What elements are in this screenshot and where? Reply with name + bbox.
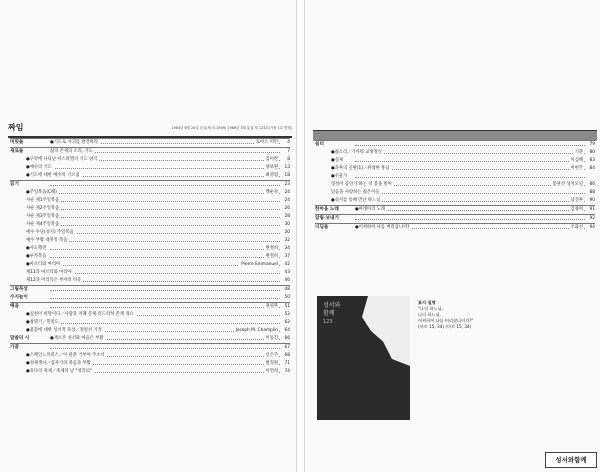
toc-entry [10,269,290,277]
toc-header [8,122,292,138]
toc-item-page: 64 [280,327,290,335]
toc-item-page: 91 [585,206,595,214]
toc-item-title: ●성체생사／십자가의 죽음과 부활 [26,361,91,366]
toc-leader [50,323,280,324]
toc-item-page: 71 [280,360,290,368]
toc-item-page: 30 [280,221,290,229]
toc-item-page: 83 [585,157,595,165]
toc-entry [10,335,290,343]
toc-item-title: ●루카복음 [26,254,47,259]
toc-entry [10,245,290,253]
toc-leader [50,257,280,258]
toc-item-title: 사순 제2주일복음 [26,206,60,211]
right-toc [315,140,595,232]
toc-item-page: 18 [280,172,290,180]
toc-leader [355,219,585,220]
toc-entry [10,352,290,360]
toc-item-title: ●실천이 희망이다／사랑과 저폐 문제·리드리히 존재 개요 [26,312,134,317]
toc-leader [50,281,280,282]
cover-desc-line: "나의 하느님, [418,306,443,311]
toc-title: 짜임 [8,123,24,132]
toc-item-author: 이면희 [265,369,278,374]
toc-leader [50,225,280,226]
toc-section: 알림·보내기 [315,216,339,221]
toc-section: 배움 [10,304,19,309]
toc-leader [355,201,585,202]
toc-entry [10,229,290,237]
toc-item-page: 46 [280,277,290,285]
toc-leader [50,290,280,291]
toc-item-page: 32 [280,237,290,245]
toc-section: 수지놀이 [10,295,28,300]
toc-item-title: ●과후의 신판(1)／위대한 홍님 [331,166,390,171]
toc-leader [50,241,280,242]
toc-section: 디딤돌 [315,225,329,230]
toc-item-page: 37 [280,253,290,261]
toc-entry [10,189,290,197]
toc-leader [50,168,280,169]
toc-item-page: 94 [585,224,595,232]
toc-item-page: 88 [585,189,595,197]
toc-item-page: 86 [585,181,595,189]
toc-entry [10,343,290,352]
toc-item-page: 13 [280,164,290,172]
toc-item-page: 66 [280,335,290,343]
toc-entry [10,180,290,189]
toc-leader [50,307,280,308]
toc-entry [10,285,290,294]
toc-item-title: 제12과 어리석은 부자의 비유 [26,278,82,283]
toc-entry [315,223,595,232]
toc-leader [50,273,280,274]
toc-leader [50,249,280,250]
toc-item-page: 74 [280,368,290,376]
toc-entry [10,147,290,156]
toc-entry [10,302,290,311]
toc-entry [315,181,595,189]
toc-item-author: 봄관선 상지모밀 [552,182,583,187]
left-page [0,0,297,472]
toc-item-page: 48 [280,286,290,294]
toc-entry [10,319,290,327]
toc-entry [10,360,290,368]
toc-section: 말씀의 시 [10,336,30,341]
toc-item-author: 김종희 [570,207,583,212]
toc-item-title: 믿음을 사랑하는 젊은이들 [331,190,380,195]
toc-item-author: Joseph M. Champlin [235,328,278,333]
toc-item-title: ●젊소리／가까뭐 교방정신 [331,150,382,155]
toc-item-title: ●성서를 통해 만난 하느님 [331,198,381,203]
toc-entry [10,172,290,180]
cover-image [317,296,410,420]
toc-item-page: 7 [280,148,290,156]
toc-item-title: 사순 제3주일복음 [26,214,60,219]
toc-item-page: 43 [280,269,290,277]
toc-item-page: 34 [280,245,290,253]
toc-leader [355,161,585,162]
toc-section: 새로돌 [10,149,24,154]
toc-leader [50,193,280,194]
toc-entry [10,138,290,147]
toc-leader [50,209,280,210]
toc-item-page: 24 [280,189,290,197]
toc-entry [315,173,595,181]
toc-item-author: 남진후 [570,198,583,203]
toc-item-author: 변정원 [265,361,278,366]
toc-item-title: 사순 제4주일복음 [26,222,60,227]
toc-item-author: 기춘 [574,150,583,155]
toc-item-page: 84 [585,165,595,173]
toc-entry [315,189,595,197]
toc-section: 쉼터 [315,142,324,147]
toc-item-title: ●기도에 대한 예수의 가르침 [26,173,80,178]
cover-description [418,300,588,330]
toc-item-page: 4 [280,139,290,147]
toc-leader [50,298,280,299]
toc-item-page: 24 [280,197,290,205]
toc-item-title: ●기도로 사귀를 발견하라 [50,140,98,145]
toc-item-title: ●예수의 기도 [26,165,52,170]
cover-logo-number: 123 [323,319,333,325]
toc-item-author: 김미란 [265,157,278,162]
toc-leader [50,217,280,218]
toc-entry [315,197,595,205]
toc-entry [315,140,595,149]
toc-item-title: 삶의 존재의 소리, 기도 [50,149,93,154]
toc-entry [10,294,290,302]
toc-item-author: 권영무 [265,304,278,309]
toc-entry [315,149,595,157]
toc-item-title: ●실제 [331,158,344,163]
toc-entry [10,205,290,213]
toc-item-title: ●어찌하여 나를 버리십니까? [355,225,410,230]
toc-entry [315,214,595,223]
toc-item-author: 백운철 [265,190,278,195]
toc-leader [355,193,585,194]
cover-logo-line2: 함께 [323,310,335,317]
toc-item-page: 79 [585,141,595,149]
toc-leader [50,176,280,177]
cover-desc-heading: 표지 설명 [418,300,436,305]
toc-section: 그림묵상 [10,287,28,292]
toc-item-title: ●주일복음(C해) [26,190,57,195]
toc-item-page: 80 [585,149,595,157]
toc-item-title: ●사도행전 [26,246,47,251]
toc-entry [10,156,290,164]
toc-item-page: 67 [280,344,290,352]
cover-light-area [350,296,410,366]
toc-item-title: ●우물가 [331,174,348,179]
left-toc [10,138,290,376]
toc-item-page: 50 [280,294,290,302]
toc-item-title: ●창명기／민족도 [26,320,59,325]
toc-leader [355,210,585,211]
toc-item-title: ●재소본 성서와 마음은 부활 [50,336,104,341]
toc-section: 가꿈 [10,345,19,350]
toc-item-title: 예수 부활 대축일 복음 [26,238,68,243]
toc-item-author: 이동진 [265,336,278,341]
toc-leader [50,233,280,234]
toc-item-page: 23 [280,181,290,189]
cover-logo [323,302,349,325]
toc-item-page: 52 [280,311,290,319]
toc-item-title: ●구약에 나타난 이스라엘의 기도 양식 [26,157,98,162]
toc-item-title: ●유다의 축제／축제의 날 "성리피" [26,369,92,374]
publisher-logo: 성서와함께 [545,452,597,468]
toc-item-author: 토마스 머턴 [255,140,278,145]
toc-entry [10,368,290,376]
toc-item-page: 68 [280,352,290,360]
toc-item-author: 최영엽 [265,173,278,178]
toc-item-page: 90 [585,197,595,205]
toc-leader [355,177,585,178]
toc-item-page: 26 [280,205,290,213]
toc-item-page: 42 [280,261,290,269]
cover-logo-line1: 성서와 [323,302,341,309]
toc-entry [10,277,290,285]
toc-item-page: 8 [280,156,290,164]
toc-item-author: 변철희 [265,254,278,259]
toc-entry [10,221,290,229]
toc-leader [355,153,585,154]
toc-item-page: 28 [280,213,290,221]
toc-item-title: ●마르티와 마리아 [26,262,61,267]
toc-entry [10,213,290,221]
toc-entry [10,164,290,172]
toc-entry [10,327,290,335]
toc-entry [315,205,595,214]
toc-item-page: 92 [585,215,595,223]
toc-item-title: ●불꽃에 대한 성서적 묵상／정영선 기적 [26,328,102,333]
toc-item-page: 51 [280,303,290,311]
toc-entry [10,261,290,269]
toc-leader [50,201,280,202]
toc-section: 한마음 노래 [315,207,339,212]
toc-item-author: 이현주 [570,166,583,171]
toc-entry [315,157,595,165]
publication-info: 1964년 6월 20일 등록(제 라-2909) 1986년 3월 통권 제 123호(가톨 1호 발행) [171,126,292,130]
toc-entry [10,311,290,319]
toc-item-title: 사순 제1주일복음 [26,198,60,203]
toc-leader [355,145,585,146]
toc-item-author: 양보원 [265,165,278,170]
toc-item-author: 변철희 [265,246,278,251]
toc-item-author: Pierre Emmanuel [241,262,278,267]
right-page [304,0,600,472]
cover-desc-line: 나의 하느님, [418,312,441,317]
toc-section: 머릿돌 [10,140,24,145]
toc-item-page: 30 [280,229,290,237]
toc-entry [10,253,290,261]
toc-item-page: 62 [280,319,290,327]
toc-item-author: 신은주 [265,353,278,358]
toc-leader [50,185,280,186]
toc-entry [315,165,595,173]
cover-desc-line: (마르 15, 34) (마르 15, 34) [418,324,472,329]
toc-leader [50,348,280,349]
toc-item-title: 예수 수난(성지) 주일복음 [26,230,74,235]
toc-item-author: 조화선 [570,225,583,230]
cover-desc-line: 어찌하여 나를 버리셨나이까?" [418,318,474,323]
toc-section: 읽기 [10,182,19,187]
toc-item-title: 형성이 응인가 하는 착 봉을 빛아 [331,182,392,187]
toc-entry [10,237,290,245]
toc-item-title: ●스페인느끼러스／이 관춘 거부여 주소서 [26,353,105,358]
toc-item-title: 제11과 마르티와 마리아 [26,270,72,275]
toc-item-author: 이심해 [570,158,583,163]
toc-item-title: ●아래아의 노래 [355,207,386,212]
toc-entry [10,197,290,205]
